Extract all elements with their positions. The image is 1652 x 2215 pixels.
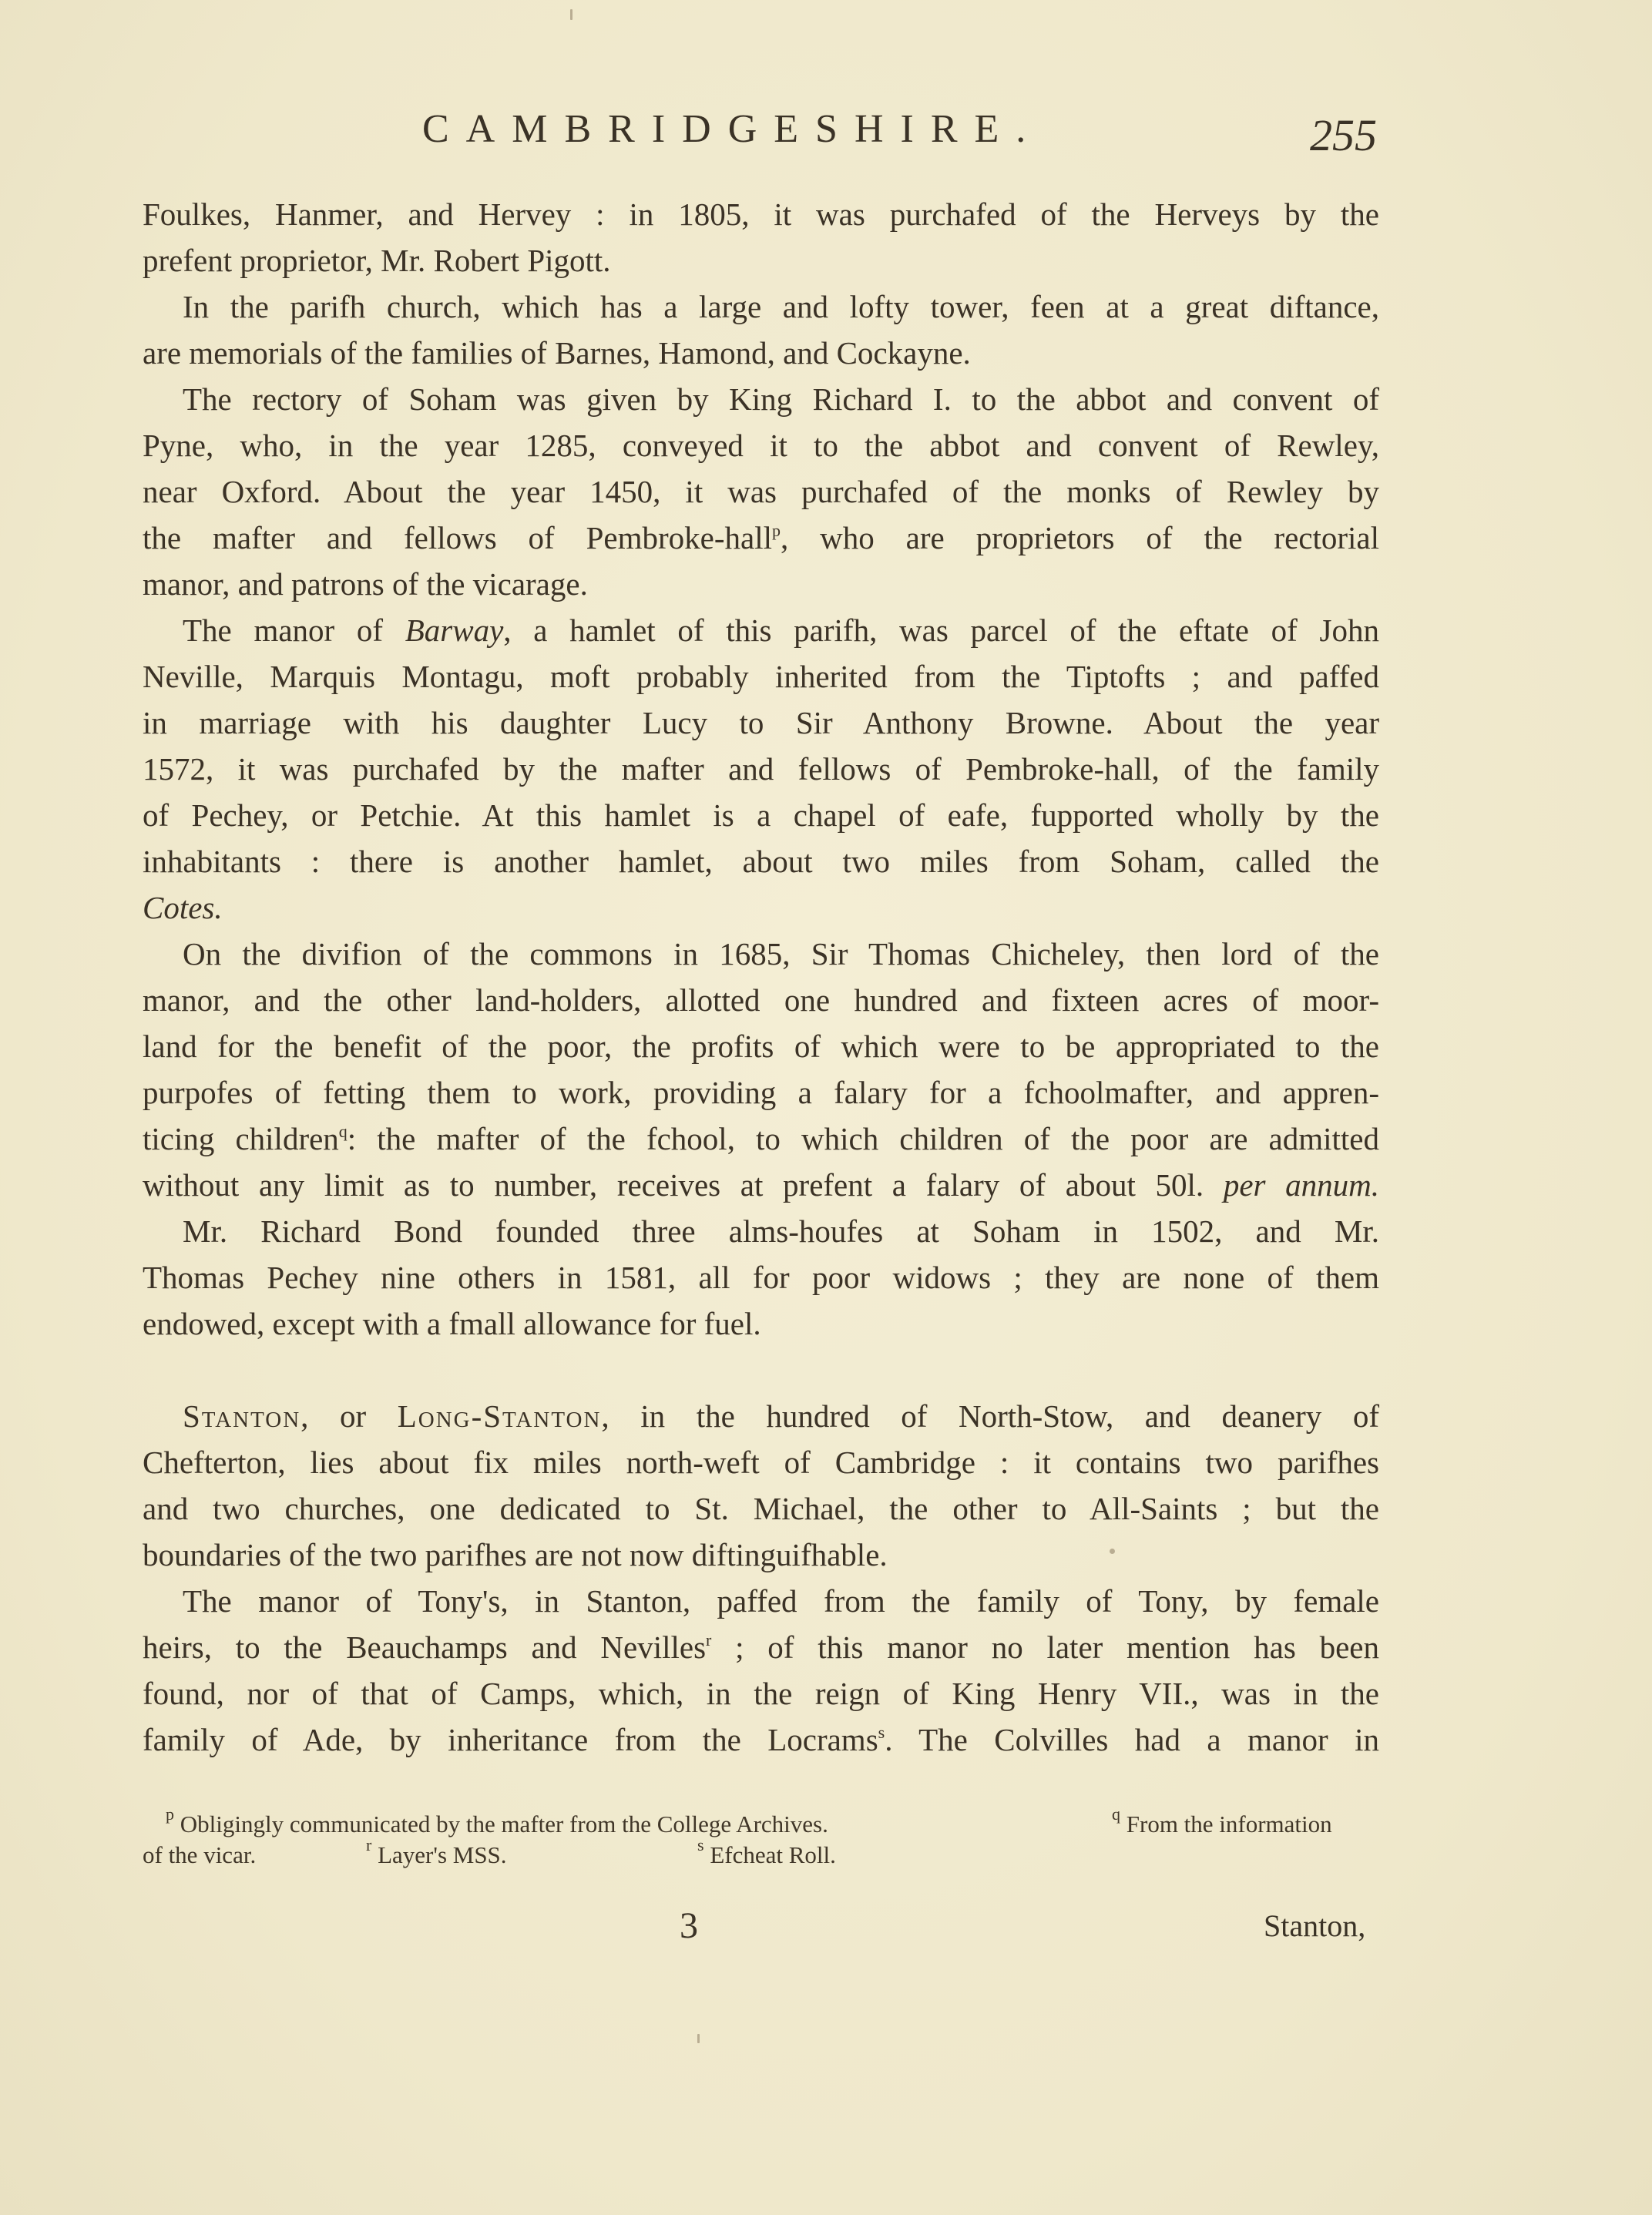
latin-phrase: per annum. (1223, 1167, 1379, 1203)
place-name: Cotes. (143, 890, 223, 925)
text-line (143, 607, 1379, 653)
running-title: CAMBRIDGESHIRE. (422, 107, 1043, 151)
text-line: Foulkes, Hanmer, and Hervey : in 1805, it was purchafed of the Herveys by the (143, 196, 1379, 232)
place-name: Barway (405, 612, 504, 648)
footnote-ref: p (772, 521, 781, 540)
text-line: The rectory of Soham was given by King Richard I. to the abbot and convent of (183, 381, 1379, 417)
text-line: near Oxford. About the year 1450, it was purchafed of the monks of Rewley by (143, 474, 1379, 509)
text-line: On the divifion of the commons in 1685, Sir Thomas Chicheley, then lord of the (183, 936, 1379, 972)
footnote-text: Layer's MSS. (378, 1841, 507, 1868)
footnote-mark: s (697, 1835, 704, 1854)
text-line: and two churches, one dedicated to St. Michael, the other to All-Saints ; but the (143, 1491, 1379, 1526)
footnote-p (143, 1804, 828, 1840)
catchword: Stanton, (1264, 1908, 1366, 1943)
footnote-s (697, 1835, 836, 1871)
footnote-line (143, 1804, 1379, 1840)
text-line: land for the benefit of the poor, the profits of which were to be appropriated to the (143, 1029, 1379, 1064)
footnote-ref: s (878, 1723, 885, 1742)
text-line: of Pechey, or Petchie. At this hamlet is a chapel of eafe, fupported wholly by the (143, 797, 1379, 833)
text-run: , a hamlet of this parifh, was parcel of the eftate of John (503, 612, 1379, 648)
text-line: Mr. Richard Bond founded three alms-houfes at Soham in 1502, and Mr. (183, 1213, 1379, 1249)
text-run: : the mafter of the fchool, to which children of the poor are admitted (347, 1121, 1379, 1156)
text-line: endowed, except with a fmall allowance for fuel. (143, 1306, 761, 1341)
text-run: , or (301, 1398, 398, 1434)
text-line: purpofes of fetting them to work, providing a falary for a fchoolmafter, and appren- (143, 1075, 1379, 1110)
footnote-mark: p (166, 1804, 174, 1824)
footnote-ref: r (706, 1630, 712, 1650)
footnote-q (1112, 1804, 1332, 1840)
text-run: The manor of (183, 612, 405, 648)
text-line (143, 1717, 1379, 1763)
text-run: ticing children (143, 1121, 339, 1156)
footnote-text: From the information (1126, 1811, 1332, 1837)
signature-mark: 3 (680, 1905, 698, 1946)
text-line (143, 515, 1379, 561)
footnote-line (143, 1835, 1379, 1871)
text-line: are memorials of the families of Barnes, Hamond, and Cockayne. (143, 335, 971, 371)
section-heading: Stanton (183, 1398, 301, 1434)
text-run: , in the hundred of North-Stow, and deanery of (601, 1398, 1380, 1434)
text-run: the mafter and fellows of Pembroke-hall (143, 520, 772, 555)
text-run: . The Colvilles had a manor in (885, 1722, 1379, 1757)
text-line: manor, and patrons of the vicarage. (143, 566, 588, 602)
paper-speck (697, 2034, 700, 2043)
text-run: family of Ade, by inheritance from the Locrams (143, 1722, 878, 1757)
text-line: inhabitants : there is another hamlet, about two miles from Soham, called the (143, 844, 1379, 879)
text-line: manor, and the other land-holders, allotted one hundred and fixteen acres of moor- (143, 982, 1379, 1018)
text-line: 1572, it was purchafed by the mafter and fellows of Pembroke-hall, of the family (143, 751, 1379, 787)
footnote-ref: q (338, 1122, 348, 1141)
text-line: boundaries of the two parifhes are not now diftinguifhable. (143, 1537, 888, 1572)
text-line: The manor of Tony's, in Stanton, paffed from the family of Tony, by female (183, 1583, 1379, 1619)
footnote-r (366, 1835, 507, 1871)
text-line (143, 884, 1379, 931)
text-run: without any limit as to number, receives at prefent a falary of about 50l. (143, 1167, 1224, 1203)
page-number: 255 (1310, 110, 1377, 160)
footnotes (143, 1804, 1379, 1871)
text-line (143, 1162, 1379, 1208)
paper-speck (570, 9, 572, 20)
body-text (143, 191, 1379, 1763)
footnote-text: of the vicar. (143, 1841, 257, 1868)
footnote-mark: q (1112, 1804, 1120, 1824)
text-run: , who are proprietors of the rectorial (781, 520, 1380, 555)
text-line: prefent proprietor, Mr. Robert Pigott. (143, 243, 611, 278)
section-heading: Long-Stanton (397, 1398, 602, 1434)
text-run: heirs, to the Beauchamps and Nevilles (143, 1629, 707, 1665)
text-run: ; of this manor no later mention has been (711, 1629, 1379, 1665)
text-line: in marriage with his daughter Lucy to Sir Anthony Browne. About the year (143, 705, 1379, 740)
text-line: Pyne, who, in the year 1285, conveyed it to the abbot and convent of Rewley, (143, 428, 1379, 463)
text-line: Neville, Marquis Montagu, moft probably inherited from the Tiptofts ; and paffed (143, 659, 1379, 694)
footnote-text: Efcheat Roll. (710, 1841, 836, 1868)
footnote-mark: r (366, 1835, 372, 1854)
text-line: Thomas Pechey nine others in 1581, all for poor widows ; they are none of them (143, 1260, 1379, 1295)
text-line: found, nor of that of Camps, which, in the reign of King Henry VII., was in the (143, 1676, 1379, 1711)
paper-speck (1110, 1549, 1115, 1554)
text-line (143, 1393, 1379, 1439)
text-line: In the parifh church, which has a large and lofty tower, feen at a great diftance, (183, 289, 1379, 324)
text-line (143, 1624, 1379, 1670)
text-line (143, 1116, 1379, 1162)
footnote-text: Obligingly communicated by the mafter from the College Archives. (180, 1811, 828, 1837)
text-line: Chefterton, lies about fix miles north-weft of Cambridge : it contains two parifhes (143, 1445, 1379, 1480)
section-gap (143, 1347, 1379, 1393)
